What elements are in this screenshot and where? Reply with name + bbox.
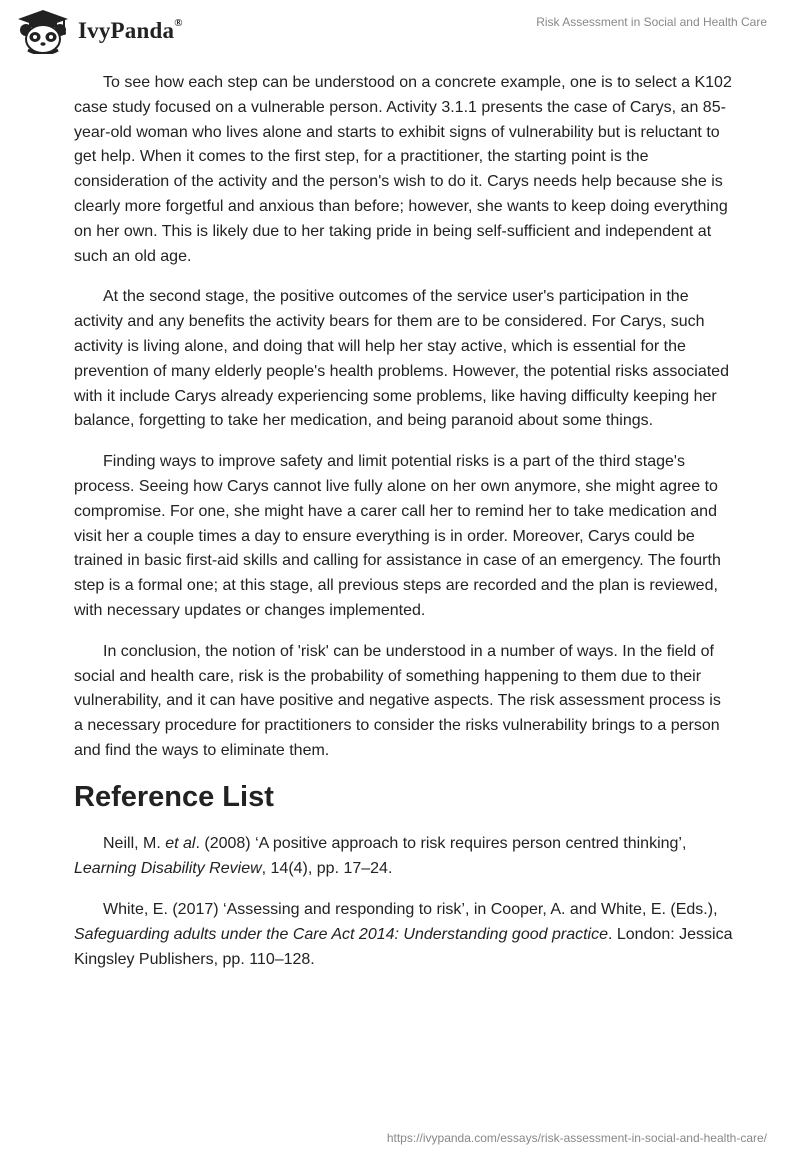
reference-item: White, E. (2017) ‘Assessing and responding to risk’, in Cooper, A. and White, E. (Eds.), Safeguarding adults under the Care Act 2014: Understanding good practice. London: Jessica Kingsley Publishers, pp. 110–128.: [74, 901, 733, 968]
paragraph: To see how each step can be understood on a concrete example, one is to select a K102 case study focused on a vulnerable person. Activity 3.1.1 presents the case of Carys, an 85-year-old woman who lives alone and starts to exhibit signs of vulnerability but is reluctant to get help. When it comes to the first step, for a practitioner, the starting point is the consideration of the activity and the person's wish to do it. Carys needs help because she is clearly more forgetful and anxious than before; however, she wants to keep doing everything on her own. This is likely due to her taking pride in being self-sufficient and independent at such an old age.: [74, 74, 732, 265]
ivypanda-logo[interactable]: [14, 8, 183, 54]
logo-wordmark: IvyPanda®: [78, 17, 183, 43]
essay-body: [74, 71, 734, 990]
paragraph: At the second stage, the positive outcomes of the service user's participation in the activity and any benefits the activity bears for them are to be considered. For Carys, such activity is living alone, and doing that will help her stay active, which is essential for the prevention of many elderly people's health problems. However, the potential risks associated with it include Carys already experiencing some problems, like having difficulty keeping her balance, forgetting to take her medication, and being paranoid about some things.: [74, 288, 729, 430]
reference-item: Neill, M. et al. (2008) ‘A positive approach to risk requires person centred thinking’, Learning Disability Review, 14(4), pp. 17–24.: [74, 834, 687, 877]
paragraph: Finding ways to improve safety and limit potential risks is a part of the third stage's process. Seeing how Carys cannot live fully alone on her own anymore, she might agree to compromise. For one, she might have a carer call her to remind her to take medication and visit her a couple times a day to ensure everything is in order. Moreover, Carys could be trained in basic first-aid skills and calling for assistance in case of an emergency. The fourth step is a formal one; at this stage, all previous steps are recorded and the plan is reviewed, with necessary updates or changes implemented.: [74, 453, 721, 619]
source-url[interactable]: https://ivypanda.com/essays/risk-assessment-in-social-and-health-care/: [386, 1131, 767, 1145]
page-header: [0, 0, 800, 60]
reference-list-heading: Reference List: [74, 780, 274, 813]
panda-mascot-icon: [14, 8, 72, 54]
running-title: Risk Assessment in Social and Health Care: [536, 15, 767, 29]
paragraph: In conclusion, the notion of 'risk' can be understood in a number of ways. In the field of social and health care, risk is the probability of something happening to them due to their vulnerability, and it can have positive and negative aspects. The risk assessment process is a necessary procedure for practitioners to consider the risks vulnerability brings to a person and find the ways to eliminate them.: [74, 642, 721, 759]
